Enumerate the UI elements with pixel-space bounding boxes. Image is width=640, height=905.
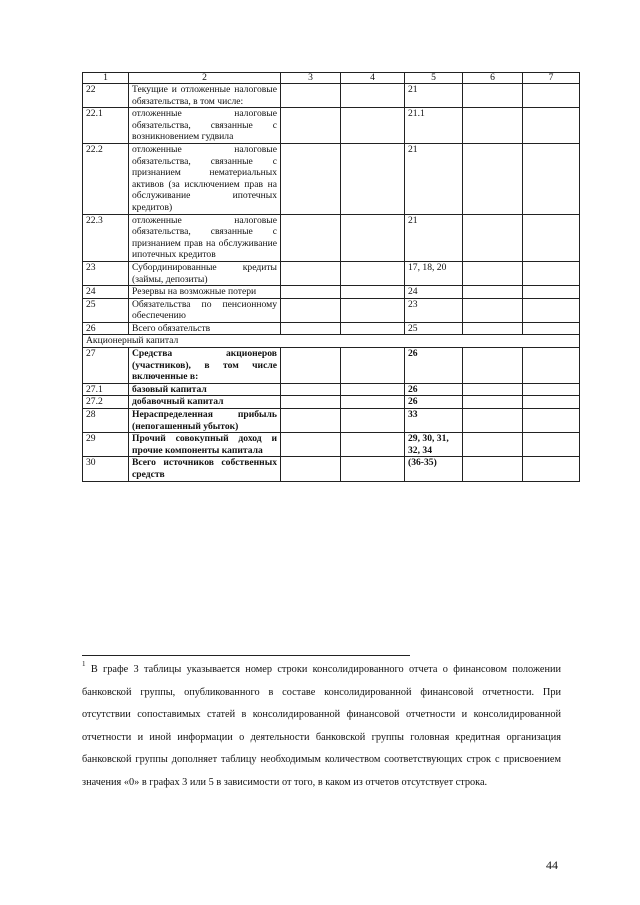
- row-number-cell: 27: [83, 348, 129, 384]
- row-number-cell: 27.2: [83, 396, 129, 409]
- row-description-cell: Субординированные кредиты (займы, депозиты): [129, 261, 281, 285]
- row-number-cell: 22.2: [83, 143, 129, 214]
- table-row: [83, 348, 580, 384]
- empty-cell: [463, 348, 523, 384]
- row-number-cell: 23: [83, 261, 129, 285]
- row-reference-cell: 26: [405, 383, 463, 396]
- empty-cell: [463, 298, 523, 322]
- row-reference-cell: 25: [405, 322, 463, 335]
- row-reference-cell: 26: [405, 348, 463, 384]
- table-section-row: [83, 335, 580, 348]
- empty-cell: [341, 84, 405, 108]
- empty-cell: [523, 214, 580, 261]
- row-description-cell: Резервы на возможные потери: [129, 286, 281, 299]
- row-description-cell: Текущие и отложенные налоговые обязательства, в том числе:: [129, 84, 281, 108]
- empty-cell: [523, 409, 580, 433]
- row-reference-cell: 33: [405, 409, 463, 433]
- row-number-cell: 24: [83, 286, 129, 299]
- row-reference-cell: 21: [405, 214, 463, 261]
- empty-cell: [341, 396, 405, 409]
- empty-cell: [281, 396, 341, 409]
- empty-cell: [523, 298, 580, 322]
- report-table: [82, 72, 580, 482]
- empty-cell: [523, 348, 580, 384]
- empty-cell: [463, 214, 523, 261]
- empty-cell: [463, 383, 523, 396]
- empty-cell: [281, 214, 341, 261]
- empty-cell: [463, 457, 523, 481]
- row-reference-cell: 21.1: [405, 108, 463, 144]
- empty-cell: [281, 322, 341, 335]
- empty-cell: [463, 143, 523, 214]
- empty-cell: [281, 457, 341, 481]
- row-description-cell: отложенные налоговые обязательства, связанные с возникновением гудвила: [129, 108, 281, 144]
- table-header-row: [83, 73, 580, 84]
- table-row: [83, 383, 580, 396]
- row-number-cell: 22: [83, 84, 129, 108]
- row-description-cell: Всего источников собственных средств: [129, 457, 281, 481]
- empty-cell: [281, 286, 341, 299]
- column-header: 5: [405, 73, 463, 84]
- empty-cell: [463, 108, 523, 144]
- row-reference-cell: (36-35): [405, 457, 463, 481]
- empty-cell: [281, 348, 341, 384]
- row-description-cell: базовый капитал: [129, 383, 281, 396]
- empty-cell: [341, 433, 405, 457]
- empty-cell: [281, 409, 341, 433]
- row-number-cell: 27.1: [83, 383, 129, 396]
- row-description-cell: Средства акционеров (участников), в том числе включенные в:: [129, 348, 281, 384]
- empty-cell: [463, 322, 523, 335]
- row-reference-cell: 23: [405, 298, 463, 322]
- row-number-cell: 22.3: [83, 214, 129, 261]
- column-header: 4: [341, 73, 405, 84]
- row-number-cell: 26: [83, 322, 129, 335]
- row-reference-cell: 29, 30, 31, 32, 34: [405, 433, 463, 457]
- table-row: [83, 286, 580, 299]
- empty-cell: [281, 143, 341, 214]
- column-header: 3: [281, 73, 341, 84]
- column-header: 6: [463, 73, 523, 84]
- table-row: [83, 457, 580, 481]
- table-row: [83, 409, 580, 433]
- table-row: [83, 396, 580, 409]
- table-row: [83, 322, 580, 335]
- empty-cell: [463, 286, 523, 299]
- row-description-cell: Нераспределенная прибыль (непогашенный убыток): [129, 409, 281, 433]
- empty-cell: [523, 261, 580, 285]
- empty-cell: [463, 261, 523, 285]
- empty-cell: [463, 84, 523, 108]
- empty-cell: [523, 457, 580, 481]
- empty-cell: [523, 433, 580, 457]
- table-row: [83, 298, 580, 322]
- empty-cell: [463, 409, 523, 433]
- row-number-cell: 29: [83, 433, 129, 457]
- row-number-cell: 22.1: [83, 108, 129, 144]
- column-header: 2: [129, 73, 281, 84]
- table-row: [83, 433, 580, 457]
- table-row: [83, 108, 580, 144]
- row-reference-cell: 21: [405, 84, 463, 108]
- row-description-cell: Обязательства по пенсионному обеспечению: [129, 298, 281, 322]
- row-number-cell: 28: [83, 409, 129, 433]
- row-number-cell: 25: [83, 298, 129, 322]
- empty-cell: [341, 298, 405, 322]
- row-description-cell: добавочный капитал: [129, 396, 281, 409]
- row-description-cell: Всего обязательств: [129, 322, 281, 335]
- empty-cell: [523, 396, 580, 409]
- column-header: 7: [523, 73, 580, 84]
- empty-cell: [341, 108, 405, 144]
- empty-cell: [463, 396, 523, 409]
- table-row: [83, 84, 580, 108]
- report-table-body: [83, 73, 580, 482]
- footnote-separator: [82, 655, 410, 656]
- empty-cell: [281, 298, 341, 322]
- empty-cell: [341, 348, 405, 384]
- empty-cell: [341, 457, 405, 481]
- row-reference-cell: 26: [405, 396, 463, 409]
- empty-cell: [281, 108, 341, 144]
- empty-cell: [281, 84, 341, 108]
- empty-cell: [523, 383, 580, 396]
- row-description-cell: отложенные налоговые обязательства, связанные с признанием прав на обслуживание ипотечных кредитов: [129, 214, 281, 261]
- row-reference-cell: 24: [405, 286, 463, 299]
- footnote-marker: 1: [82, 660, 86, 668]
- empty-cell: [341, 286, 405, 299]
- empty-cell: [341, 261, 405, 285]
- empty-cell: [281, 433, 341, 457]
- empty-cell: [523, 84, 580, 108]
- table-row: [83, 143, 580, 214]
- empty-cell: [523, 286, 580, 299]
- empty-cell: [341, 322, 405, 335]
- page-number: 44: [546, 858, 558, 872]
- empty-cell: [523, 108, 580, 144]
- empty-cell: [281, 383, 341, 396]
- row-description-cell: отложенные налоговые обязательства, связанные с признанием нематериальных активов (за исключением прав на обслуживание ипотечных кредитов): [129, 143, 281, 214]
- empty-cell: [341, 143, 405, 214]
- row-reference-cell: 21: [405, 143, 463, 214]
- section-title: Акционерный капитал: [83, 335, 580, 348]
- table-row: [83, 261, 580, 285]
- empty-cell: [341, 214, 405, 261]
- empty-cell: [341, 383, 405, 396]
- footnote-text: В графе 3 таблицы указывается номер строки консолидированного отчета о финансовом положении банковской группы, опубликованного в составе консолидированной финансовой отчетности. При отсутствии сопоставимых статей в консолидированной финансовой отчетности и консолидированной отчетности и иной информации о деятельности банковской группы головная кредитная организация банковской группы дополняет таблицу необходимым количеством соответствующих строк с присвоением значения «0» в графах 3 или 5 в зависимости от того, в каком из отчетов отсутствует строка.: [82, 664, 561, 788]
- empty-cell: [523, 322, 580, 335]
- row-number-cell: 30: [83, 457, 129, 481]
- empty-cell: [523, 143, 580, 214]
- row-reference-cell: 17, 18, 20: [405, 261, 463, 285]
- column-header: 1: [83, 73, 129, 84]
- empty-cell: [341, 409, 405, 433]
- empty-cell: [281, 261, 341, 285]
- table-row: [83, 214, 580, 261]
- row-description-cell: Прочий совокупный доход и прочие компоненты капитала: [129, 433, 281, 457]
- footnote: [82, 659, 561, 795]
- empty-cell: [463, 433, 523, 457]
